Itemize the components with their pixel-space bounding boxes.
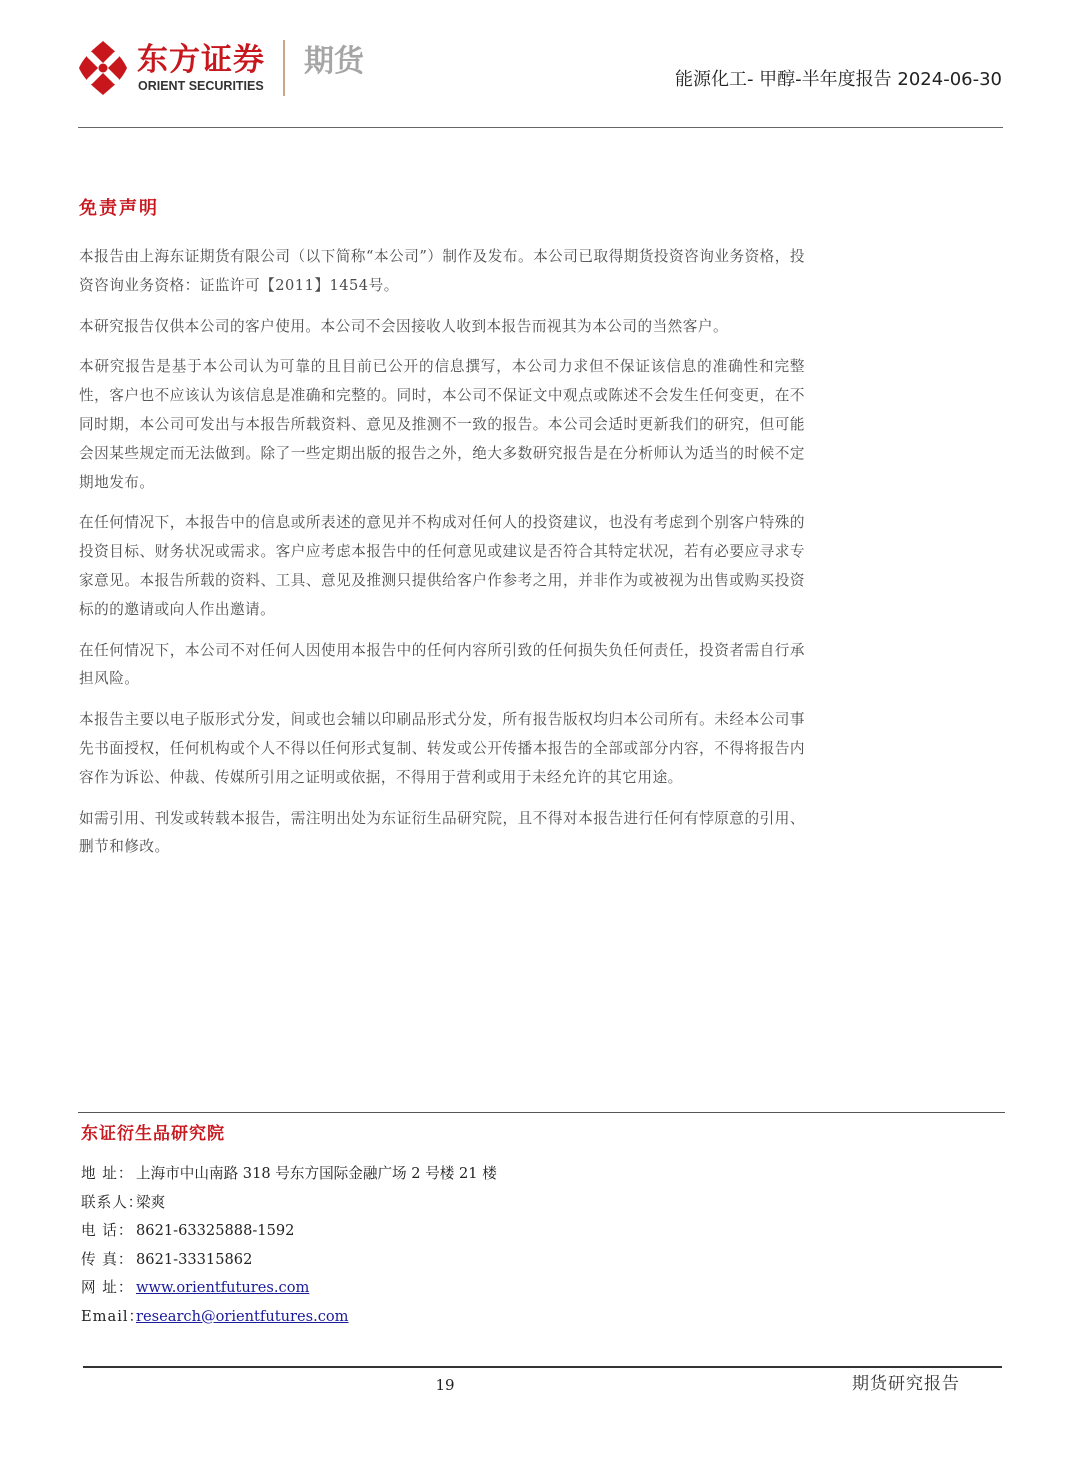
- disclaimer-title: 免责声明: [79, 198, 159, 219]
- disclaimer-paragraph: 在任何情况下，本公司不对任何人因使用本报告中的任何内容所引致的任何损失负任何责任，投资者需自行承担风险。: [79, 641, 805, 688]
- disclaimer-body: [79, 243, 805, 874]
- website-link[interactable]: www.orientfutures.com: [136, 1279, 310, 1296]
- contact-block: [81, 1160, 781, 1331]
- header-divider: [78, 127, 1003, 128]
- address-value: 上海市中山南路 318 号东方国际金融广场 2 号楼 21 楼: [136, 1165, 497, 1182]
- disclaimer-paragraph: 如需引用、刊发或转载本报告，需注明出处为东证衍生品研究院，且不得对本报告进行任何有悖原意的引用、删节和修改。: [79, 809, 805, 856]
- report-title: 能源化工- 甲醇-半年度报告 2024-06-30: [674, 69, 1002, 90]
- email-link[interactable]: research@orientfutures.com: [136, 1307, 349, 1325]
- email-label: Email：: [81, 1307, 145, 1325]
- address-label: 地 址：: [81, 1165, 134, 1182]
- footer-label: 期货研究报告: [852, 1374, 960, 1394]
- address-row: [81, 1160, 781, 1189]
- phone-value: 8621-63325888-1592: [136, 1222, 295, 1239]
- logo-english-name: ORIENT SECURITIES: [138, 79, 264, 93]
- footer-divider: [83, 1366, 1002, 1368]
- website-row: [81, 1274, 781, 1303]
- contact-person-row: [81, 1189, 781, 1218]
- contact-person-label: 联系人：: [81, 1193, 144, 1211]
- disclaimer-paragraph: 本报告由上海东证期货有限公司（以下简称“本公司”）制作及发布。本公司已取得期货投资咨询业务资格，投资咨询业务资格：证监许可【2011】1454号。: [79, 248, 805, 294]
- disclaimer-paragraph: 本研究报告是基于本公司认为可靠的且目前已公开的信息撰写，本公司力求但不保证该信息的准确性和完整性，客户也不应该认为该信息是准确和完整的。同时，本公司不保证文中观点或陈述不会发生任何变更，在不同时期，本公司可发出与本报告所载资料、意见及推测不一致的报告。本公司会适时更新我们的研究，但可能会因某些规定而无法做到。除了一些定期出版的报告之外，绝大多数研究报告是在分析师认为适当的时候不定期地发布。: [79, 358, 805, 491]
- phone-label: 电 话：: [81, 1222, 134, 1239]
- website-label: 网 址：: [81, 1279, 134, 1296]
- fax-value: 8621-33315862: [136, 1250, 253, 1268]
- logo-divider: [283, 40, 285, 96]
- disclaimer-paragraph: 本研究报告仅供本公司的客户使用。本公司不会因接收人收到本报告而视其为本公司的当然客户。: [79, 317, 729, 335]
- fax-label: 传 真：: [81, 1250, 134, 1268]
- page-header: [0, 0, 1080, 130]
- contact-person-value: 梁爽: [136, 1193, 166, 1211]
- email-row: [81, 1303, 781, 1332]
- logo-subbrand: 期货: [304, 44, 364, 79]
- institute-name: 东证衍生品研究院: [81, 1124, 225, 1144]
- orient-securities-logo-icon: [77, 39, 129, 97]
- disclaimer-paragraph: 本报告主要以电子版形式分发，间或也会辅以印刷品形式分发，所有报告版权均归本公司所有。未经本公司事先书面授权，任何机构或个人不得以任何形式复制、转发或公开传播本报告的全部或部分内容，不得将报告内容作为诉讼、仲裁、传媒所引用之证明或依据，不得用于营利或用于未经允许的其它用途。: [79, 711, 805, 786]
- logo-chinese-name: 东方证券: [137, 42, 265, 78]
- contact-divider: [78, 1112, 1005, 1113]
- page-number: 19: [435, 1376, 455, 1394]
- fax-row: [81, 1246, 781, 1275]
- disclaimer-paragraph: 在任何情况下，本报告中的信息或所表述的意见并不构成对任何人的投资建议，也没有考虑到个别客户特殊的投资目标、财务状况或需求。客户应考虑本报告中的任何意见或建议是否符合其特定状况，若有必要应寻求专家意见。本报告所载的资料、工具、意见及推测只提供给客户作参考之用，并非作为或被视为出售或购买投资标的的邀请或向人作出邀请。: [79, 514, 805, 618]
- phone-row: [81, 1217, 781, 1246]
